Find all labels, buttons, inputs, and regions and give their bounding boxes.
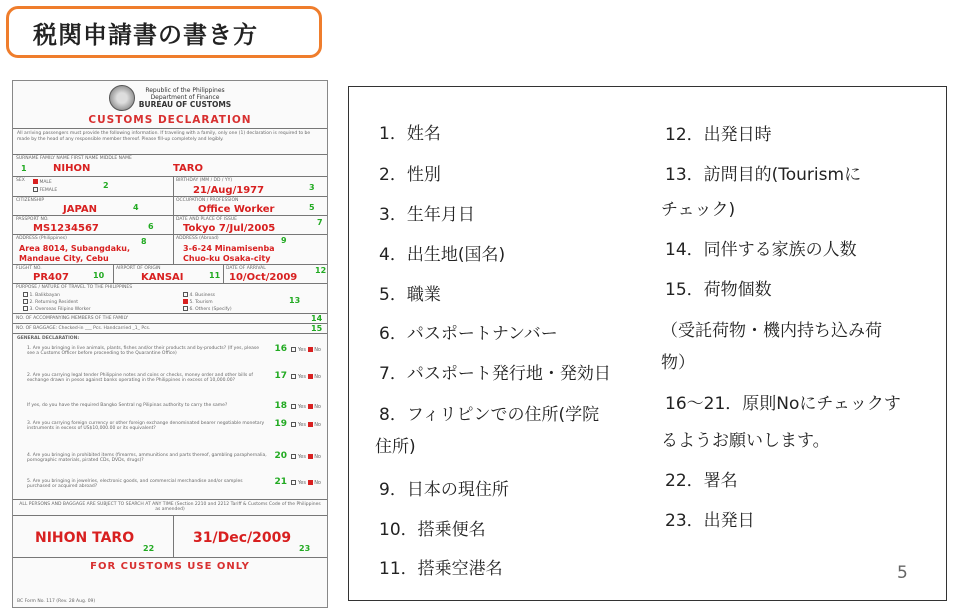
- question-2-text: 2. Are you carrying legal tender Philippine notes and coins or checks, money order and other bills of exchange drawn in pesos against banks operating in the Philippines in excess of 10,000.00?: [27, 372, 253, 383]
- birthday-value: 21/Aug/1977: [193, 185, 265, 196]
- instruction-13: 13．訪問目的(Tourismに: [665, 165, 862, 185]
- arrival-label: DATE OF ARRIVAL: [226, 266, 266, 271]
- q4-no-checkbox[interactable]: [308, 422, 313, 427]
- for-customs-use-only: FOR CUSTOMS USE ONLY: [90, 561, 250, 572]
- purpose-row: [13, 284, 327, 314]
- yes-label: Yes: [297, 479, 306, 486]
- airport-label: AIRPORT OF ORIGIN: [116, 266, 161, 271]
- flight-label: FLIGHT NO.: [16, 266, 42, 271]
- instruction-16-21: 16～21．原則Noにチェックす: [665, 394, 901, 414]
- q2-yes-checkbox[interactable]: [291, 374, 296, 379]
- customs-declaration-form: [12, 80, 328, 608]
- instruction-16-21-cont: るようお願いします。: [661, 431, 830, 451]
- purpose-1-checkbox[interactable]: [23, 292, 28, 297]
- yes-label: Yes: [297, 421, 306, 428]
- address-abroad-line2: Chuo-ku Osaka-city: [183, 254, 271, 263]
- family-row: [13, 314, 327, 324]
- num-12: 12: [315, 266, 327, 275]
- q3-yes-checkbox[interactable]: [291, 404, 296, 409]
- purpose-6-label: 6. Others (Specify): [189, 307, 232, 312]
- citizenship-value: JAPAN: [63, 204, 97, 215]
- instruction-8-cont: 住所): [375, 437, 416, 457]
- question-1-text: 1. Are you bringing in live animals, plants, fishes and/or their products and by-products? (If yes, please see a Customs Officer before proceeding to the Quarantine Office): [27, 345, 260, 356]
- num-21: 21: [274, 476, 287, 487]
- passport-value: MS1234567: [33, 223, 99, 234]
- citizenship-label: CITIZENSHIP: [16, 198, 45, 203]
- no-label: No: [314, 479, 321, 486]
- instruction-12: 12．出発日時: [665, 125, 772, 145]
- signature-row: [13, 516, 327, 558]
- q5-no-checkbox[interactable]: [308, 454, 313, 459]
- instruction-11: 11．搭乗空港名: [379, 559, 503, 579]
- num-18: 18: [274, 400, 287, 411]
- form-number: BC Form No. 117 (Rev. 28 Aug. 09): [17, 599, 96, 604]
- instructions-panel: [348, 86, 947, 601]
- female-checkbox[interactable]: [33, 187, 38, 192]
- instruction-1: 1．姓名: [379, 124, 441, 144]
- q2-no-checkbox[interactable]: [308, 374, 313, 379]
- purpose-3-checkbox[interactable]: [23, 306, 28, 311]
- yes-label: Yes: [297, 403, 306, 410]
- customs-seal-icon: [109, 85, 135, 111]
- page-title: 税関申請書の書き方: [33, 20, 258, 49]
- yes-label: Yes: [297, 373, 306, 380]
- num-8: 8: [141, 237, 147, 246]
- birthday-label: BIRTHDAY (MM / DD / YY): [176, 178, 233, 183]
- female-label: FEMALE: [39, 188, 58, 193]
- address-row: [13, 235, 327, 265]
- bureau-text: BUREAU OF CUSTOMS: [138, 100, 232, 109]
- purpose-2-checkbox[interactable]: [23, 299, 28, 304]
- instruction-15-cont: （受託荷物・機内持ち込み荷: [661, 321, 882, 341]
- place-issue-label: DATE AND PLACE OF ISSUE: [176, 217, 237, 222]
- sex-birthday-row: [13, 177, 327, 197]
- citizenship-row: [13, 197, 327, 216]
- occupation-label: OCCUPATION / PROFESSION: [176, 198, 239, 203]
- name-row: [13, 155, 327, 177]
- passport-row: [13, 216, 327, 235]
- instruction-15-cont2: 物）: [661, 353, 695, 373]
- num-17: 17: [274, 370, 287, 381]
- question-5: [13, 451, 327, 477]
- instruction-3: 3．生年月日: [379, 205, 475, 225]
- arrival-value: 10/Oct/2009: [229, 272, 298, 283]
- surname-value: NIHON: [53, 163, 91, 174]
- occupation-value: Office Worker: [198, 204, 275, 215]
- instruction-23: 23．出発日: [665, 511, 755, 531]
- purpose-6-checkbox[interactable]: [183, 306, 188, 311]
- purpose-5-label: 5. Tourism: [189, 300, 213, 305]
- search-notice: ALL PERSONS AND BAGGAGE ARE SUBJECT TO SEARCH AT ANY TIME (Section 2210 and 2212 Tariff & Customs Code of the Philippines as amended): [13, 500, 327, 516]
- instruction-14: 14．同伴する家族の人数: [665, 240, 857, 260]
- num-14: 14: [311, 314, 323, 323]
- passport-label: PASSPORT NO.: [16, 217, 49, 222]
- form-title: CUSTOMS DECLARATION: [13, 114, 327, 129]
- no-label: No: [314, 346, 321, 353]
- num-7: 7: [317, 218, 323, 227]
- no-label: No: [314, 453, 321, 460]
- instruction-7: 7．パスポート発行地・発効日: [379, 364, 611, 384]
- instruction-15: 15．荷物個数: [665, 280, 772, 300]
- purpose-4-label: 4. Business: [189, 293, 216, 298]
- sex-label: SEX: [16, 178, 25, 183]
- place-issue-value: Tokyo 7/Jul/2005: [183, 223, 276, 234]
- yes-label: Yes: [297, 346, 306, 353]
- question-6-text: 5. Are you bringing in jewelries, electronic goods, and commercial merchandise and/or samples purchased or acquired abroad?: [27, 478, 243, 489]
- instruction-2: 2．性別: [379, 165, 441, 185]
- male-checkbox[interactable]: [33, 179, 38, 184]
- purpose-5-checkbox[interactable]: [183, 299, 188, 304]
- address-ph-line1: Area 8014, Subangdaku,: [19, 244, 131, 253]
- q4-yes-checkbox[interactable]: [291, 422, 296, 427]
- q1-no-checkbox[interactable]: [308, 347, 313, 352]
- num-3: 3: [309, 183, 315, 192]
- question-3-text: If yes, do you have the required Bangko Sentral ng Pilipinas authority to carry the same?: [27, 402, 228, 408]
- general-declaration: [13, 334, 327, 500]
- flight-value: PR407: [33, 272, 69, 283]
- address-abroad-label: ADDRESS (Abroad): [176, 236, 219, 241]
- num-9: 9: [281, 236, 287, 245]
- general-label: GENERAL DECLARATION:: [17, 336, 80, 341]
- instruction-5: 5．職業: [379, 285, 441, 305]
- airport-value: KANSAI: [141, 272, 184, 283]
- departure-date-value: 31/Dec/2009: [193, 529, 292, 546]
- first-name-value: TARO: [173, 163, 203, 174]
- instruction-4: 4．出生地(国名): [379, 245, 506, 265]
- signature-value: NIHON TARO: [35, 529, 135, 546]
- num-23: 23: [299, 543, 311, 553]
- num-15: 15: [311, 324, 323, 333]
- republic-text: Republic of the Philippines: [145, 87, 225, 94]
- question-1: [13, 344, 327, 371]
- baggage-label: NO. OF BAGGAGE: Checked-in ___ Pcs. Handcarried _1_ Pcs.: [16, 326, 151, 331]
- num-5: 5: [309, 203, 315, 212]
- purpose-3-label: 3. Overseas Filipino Worker: [29, 307, 91, 312]
- address-ph-line2: Mandaue City, Cebu: [19, 254, 109, 263]
- num-1: 1: [21, 164, 27, 173]
- num-19: 19: [274, 418, 287, 429]
- purpose-1-label: 1. Balikbayan: [29, 293, 60, 298]
- purpose-2-label: 2. Returning Resident: [29, 300, 79, 305]
- purpose-label: PURPOSE / NATURE OF TRAVEL TO THE PHILIPPINES: [16, 285, 133, 290]
- name-labels: SURNAME FAMILY NAME FIRST NAME MIDDLE NAME: [16, 156, 132, 161]
- num-13: 13: [289, 296, 301, 305]
- instruction-22: 22．署名: [665, 471, 738, 491]
- question-4: [13, 419, 327, 451]
- question-6: [13, 477, 327, 499]
- q3-no-checkbox[interactable]: [308, 404, 313, 409]
- yes-label: Yes: [297, 453, 306, 460]
- flight-row: [13, 265, 327, 284]
- address-ph-label: ADDRESS (Philippines): [16, 236, 67, 241]
- num-20: 20: [274, 450, 287, 461]
- num-6: 6: [148, 222, 154, 231]
- q6-no-checkbox[interactable]: [308, 480, 313, 485]
- q1-yes-checkbox[interactable]: [291, 347, 296, 352]
- q6-yes-checkbox[interactable]: [291, 480, 296, 485]
- baggage-row: [13, 324, 327, 334]
- num-4: 4: [133, 203, 139, 212]
- q5-yes-checkbox[interactable]: [291, 454, 296, 459]
- instruction-6: 6．パスポートナンバー: [379, 324, 558, 344]
- no-label: No: [314, 421, 321, 428]
- question-4-text: 3. Are you carrying foreign currency or other foreign exchange denominated bearer negotiable monetary instruments in excess of US$10,000.00 or its equivalent?: [27, 420, 265, 431]
- address-abroad-line1: 3-6-24 Minamisenba: [183, 244, 275, 253]
- page-number: 5: [897, 563, 908, 583]
- form-header: [13, 87, 327, 108]
- instruction-9: 9．日本の現住所: [379, 480, 509, 500]
- num-22: 22: [143, 543, 155, 553]
- num-2: 2: [103, 181, 109, 190]
- purpose-4-checkbox[interactable]: [183, 292, 188, 297]
- page-title-box: [6, 6, 322, 58]
- department-text: Department of Finance: [150, 94, 220, 101]
- question-5-text: 4. Are you bringing in prohibited items (firearms, ammunitions and parts thereof, gambling paraphernalia, pornographic materials, pirated CDs, DVDs, drugs)?: [27, 452, 267, 463]
- male-label: MALE: [39, 180, 52, 185]
- instruction-10: 10．搭乗便名: [379, 520, 486, 540]
- instruction-13-cont: チェック): [661, 200, 736, 220]
- no-label: No: [314, 373, 321, 380]
- family-label: NO. OF ACCOMPANYING MEMBERS OF THE FAMILY: [16, 316, 129, 321]
- question-3: [13, 401, 327, 419]
- form-intro: All arriving passengers must provide the following information. If traveling with a family, only one (1) declaration is required to be made by the head of any responsible member thereof. Please fill-up completely and legibly.: [13, 129, 327, 155]
- num-16: 16: [274, 343, 287, 354]
- question-2: [13, 371, 327, 401]
- instruction-8: 8．フィリピンでの住所(学院: [379, 405, 600, 425]
- no-label: No: [314, 403, 321, 410]
- num-10: 10: [93, 271, 105, 280]
- num-11: 11: [209, 271, 221, 280]
